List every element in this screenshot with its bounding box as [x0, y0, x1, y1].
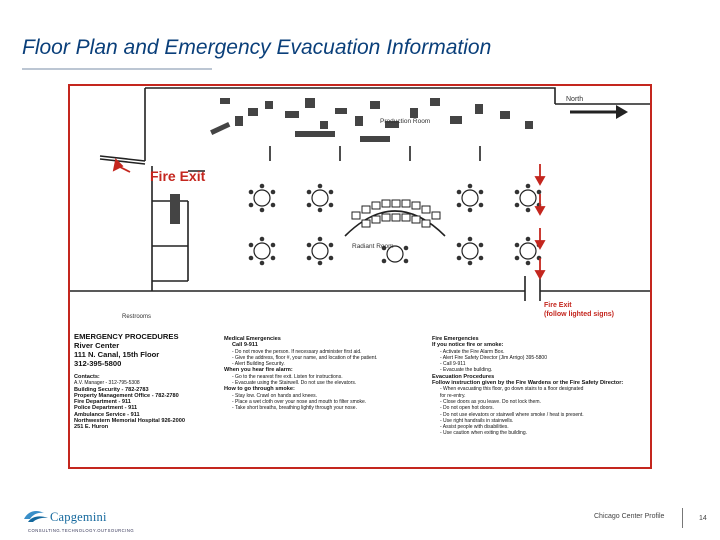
fire-exit-signs-note: (follow lighted signs): [544, 311, 614, 318]
smoke-line: - Stay low. Crawl on hands and knees.: [232, 392, 318, 399]
emergency-phone: 312-395-5800: [74, 359, 122, 368]
evacuation-line: - Use caution when exiting the building.: [440, 430, 527, 437]
floor-plan-board: [68, 84, 652, 469]
emergency-address: 111 N. Canal, 15th Floor: [74, 350, 160, 359]
contact-line: A.V. Manager - 312-795-5308: [74, 380, 140, 387]
capgemini-logo-icon: [22, 505, 52, 527]
radiant-room-label: Radiant Room: [352, 243, 394, 250]
contact-line: Property Management Office - 782-2780: [74, 392, 179, 399]
production-room-label: Production Room: [380, 118, 431, 125]
fire-line: - Call 9-911: [440, 361, 466, 368]
evacuation-line: - Use right handrails in stairwells.: [440, 417, 514, 424]
evacuation-line: for re-entry.: [440, 392, 466, 399]
fire-alarm-line: - Evacuate using the Stairwell. Do not use the elevators.: [232, 380, 357, 387]
footer-divider: [682, 508, 683, 528]
evacuation-heading: Evacuation Procedures: [432, 373, 495, 380]
north-label: North: [566, 96, 584, 103]
evacuation-follow: Follow instruction given by the Fire Wardens or the Fire Safety Director:: [432, 380, 624, 387]
fire-heading: Fire Emergencies: [432, 336, 479, 342]
medical-line: - Do not move the person. If necessary administer first aid.: [232, 348, 362, 355]
contact-line: Northwestern Memorial Hospital 926-2000: [74, 418, 185, 425]
company-tagline: CONSULTING.TECHNOLOGY.OUTSOURCING: [28, 528, 135, 533]
contact-line: Ambulance Service - 911: [74, 411, 140, 418]
contact-line: Building Security - 782-2783: [74, 386, 149, 393]
contact-line: Police Department - 911: [74, 405, 138, 412]
page-number: 14: [699, 515, 707, 522]
fire-exit-label: Fire Exit: [150, 168, 206, 184]
evacuation-line: - When evacuating this floor, go down stairs to a floor designated: [440, 386, 584, 393]
floor-plan-drawing: [70, 86, 650, 321]
office-furniture: [170, 98, 533, 224]
slide-title: Floor Plan and Emergency Evacuation Information: [22, 36, 492, 59]
north-arrow: [570, 105, 628, 119]
fire-exit-signs-label: Fire Exit: [544, 302, 572, 309]
fire-alarm-line: - Go to the nearest fire exit. Listen for instructions.: [232, 373, 343, 380]
fire-alarm-heading: When you hear fire alarm:: [224, 367, 293, 374]
fire-emergency-block: [432, 336, 623, 437]
medical-heading: Medical Emergencies: [224, 336, 281, 342]
restrooms-label: Restrooms: [122, 314, 152, 320]
evacuation-line: - Do not open hot doors.: [440, 405, 494, 412]
medical-emergency-block: [224, 336, 377, 412]
evacuation-line: - Close doors as you leave. Do not lock them.: [440, 398, 541, 405]
fire-line: - Alert Fire Safety Director (Jim Arrigo) 395-5800: [440, 354, 547, 361]
smoke-line: - Take short breaths, breathing lightly through your nose.: [232, 405, 357, 412]
contact-line: 251 E. Huron: [74, 424, 109, 431]
medical-line: Call 9-911: [232, 342, 258, 349]
evacuation-line: - Assist people with disabilities.: [440, 424, 509, 431]
fire-subheading: If you notice fire or smoke:: [432, 342, 504, 349]
smoke-line: - Place a wet cloth over your nose and mouth to filter smoke.: [232, 398, 367, 405]
footer-profile: Chicago Center Profile: [594, 513, 665, 520]
smoke-heading: How to go through smoke:: [224, 386, 295, 393]
evacuation-line: - Do not use elevators or stairwell where smoke / heat is present.: [440, 411, 584, 418]
company-name: Capgemini: [50, 510, 107, 524]
emergency-title: EMERGENCY PROCEDURES: [74, 332, 179, 341]
theater-seats: [352, 200, 440, 227]
contact-line: Fire Department - 911: [74, 399, 131, 406]
contacts-heading: Contacts:: [74, 374, 100, 380]
medical-line: - Give the address, floor #, your name, and location of the patient.: [232, 354, 378, 361]
title-underline: [22, 68, 212, 70]
emergency-location: River Center: [74, 341, 120, 350]
emergency-procedures-block: [74, 332, 185, 431]
medical-line: - Alert Building Security.: [232, 361, 285, 368]
fire-line: - Activate the Fire Alarm Box.: [440, 348, 505, 355]
fire-line: - Evacuate the building.: [440, 367, 493, 374]
